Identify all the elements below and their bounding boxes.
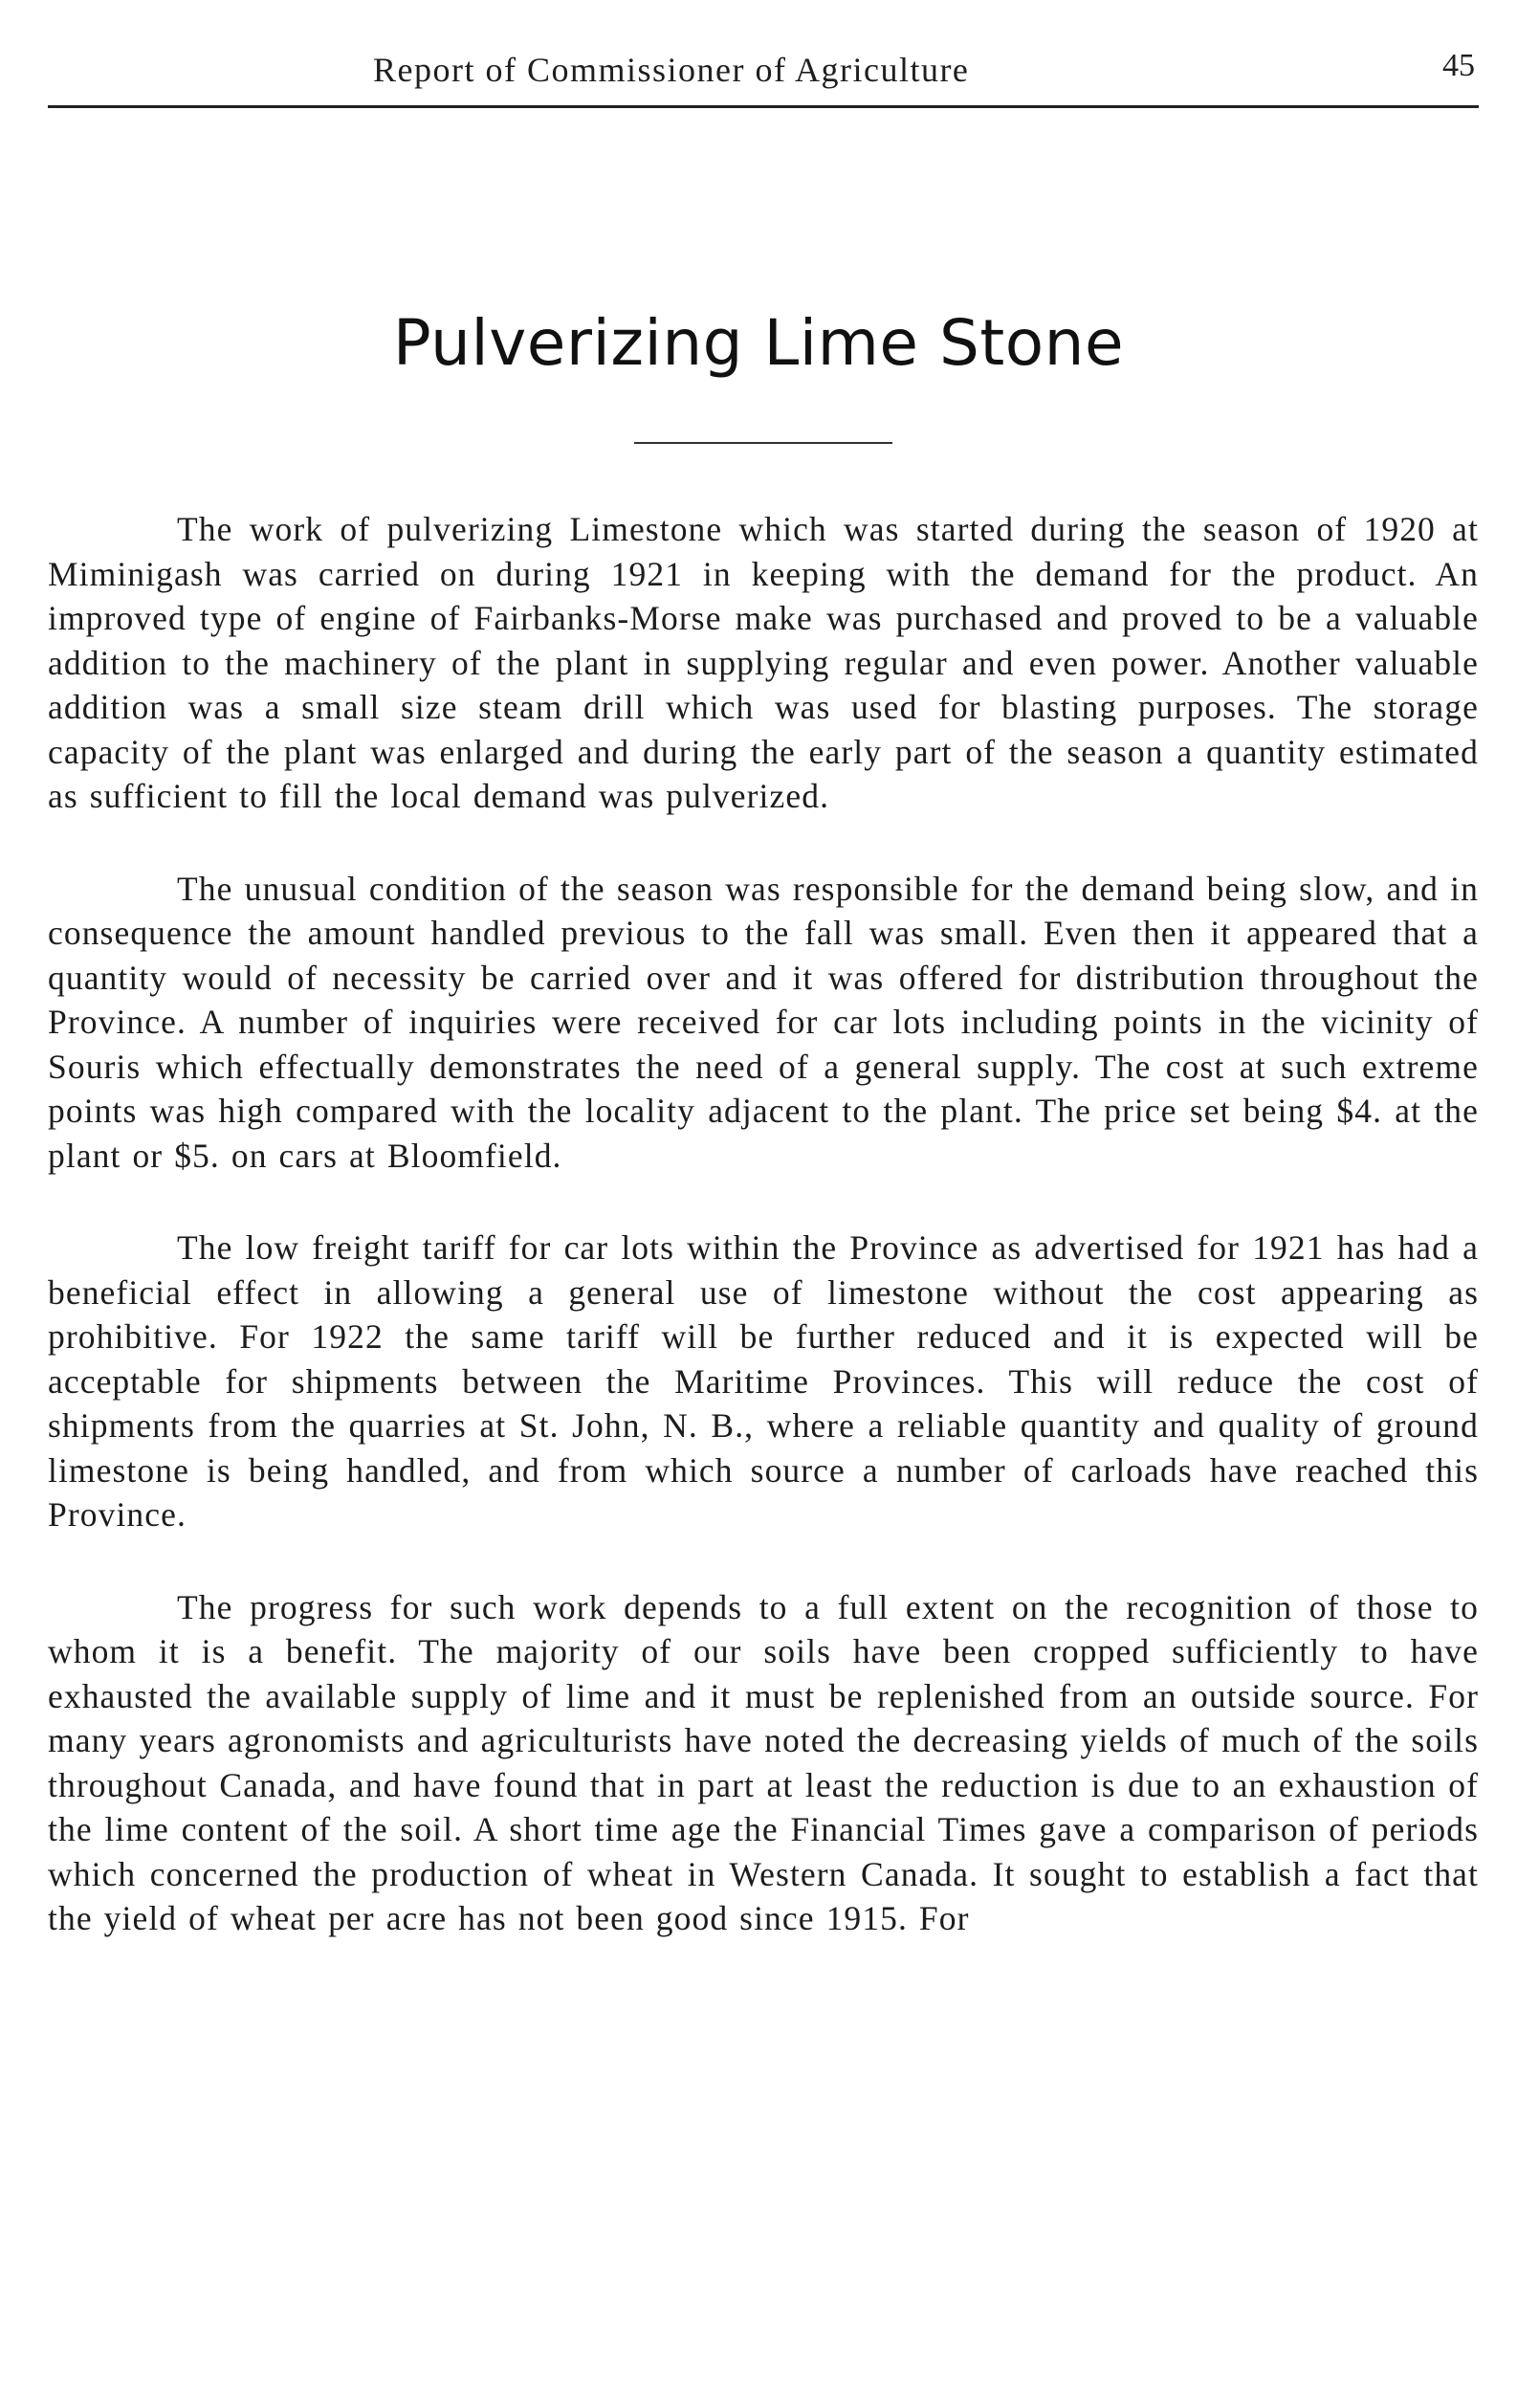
page-number: 45 — [1442, 48, 1475, 83]
article-body — [48, 507, 1479, 1989]
running-header — [48, 42, 1479, 111]
title-rule — [634, 442, 892, 444]
paragraph-3: The low freight tariff for car lots within the Province as advertised for 1921 has had a beneficial effect in allowing a general use of limestone without the cost appearing as prohibitive. For 1922 the same tariff will be further reduced and it is expected will be acceptable for shipments between the Maritime Provinces. This will reduce the cost of shipments from the quarries at St. John, N. B., where a reliable quantity and quality of ground limestone is being handled, and from which source a number of carloads have reached this Province. — [48, 1228, 1479, 1534]
paragraph-2: The unusual condition of the season was responsible for the demand being slow, and in consequence the amount handled previous to the fall was small. Even then it appeared that a quantity would of necessity be carried over and it was offered for distribution throughout the Province. A number of inquiries were received for car lots including points in the vicinity of Souris which effectually demonstrates the need of a general supply. The cost at such extreme points was high compared with the locality adjacent to the plant. The price set being $4. at the plant or $5. on cars at Bloomfield. — [48, 869, 1479, 1175]
paragraph-1: The work of pulverizing Limestone which was started during the season of 1920 at Miminigash was carried on during 1921 in keeping with the demand for the product. An improved type of engine of Fairbanks-Morse make was purchased and proved to be a valuable addition to the machinery of the plant in supplying regular and even power. Another valuable addition was a small size steam drill which was used for blasting purposes. The storage capacity of the plant was enlarged and during the early part of the season a quantity estimated as sufficient to fill the local demand was pulverized. — [48, 510, 1479, 815]
article-title: Pulverizing Lime Stone — [392, 306, 1125, 380]
paragraph-4: The progress for such work depends to a full extent on the recognition of those to whom it is a benefit. The majority of our soils have been cropped sufficiently to have exhausted the available supply of lime and it must be replenished from an outside source. For many years agronomists and agriculturists have noted the decreasing yields of much of the soils throughout Canada, and have found that in part at least the reduction is due to an exhaustion of the lime content of the soil. A short time age the Financial Times gave a comparison of periods which concerned the production of wheat in Western Canada. It sought to establish a fact that the yield of wheat per acre has not been good since 1915. For — [48, 1587, 1479, 1937]
running-title: Report of Commissioner of Agriculture — [373, 51, 970, 89]
header-rule — [48, 105, 1479, 108]
